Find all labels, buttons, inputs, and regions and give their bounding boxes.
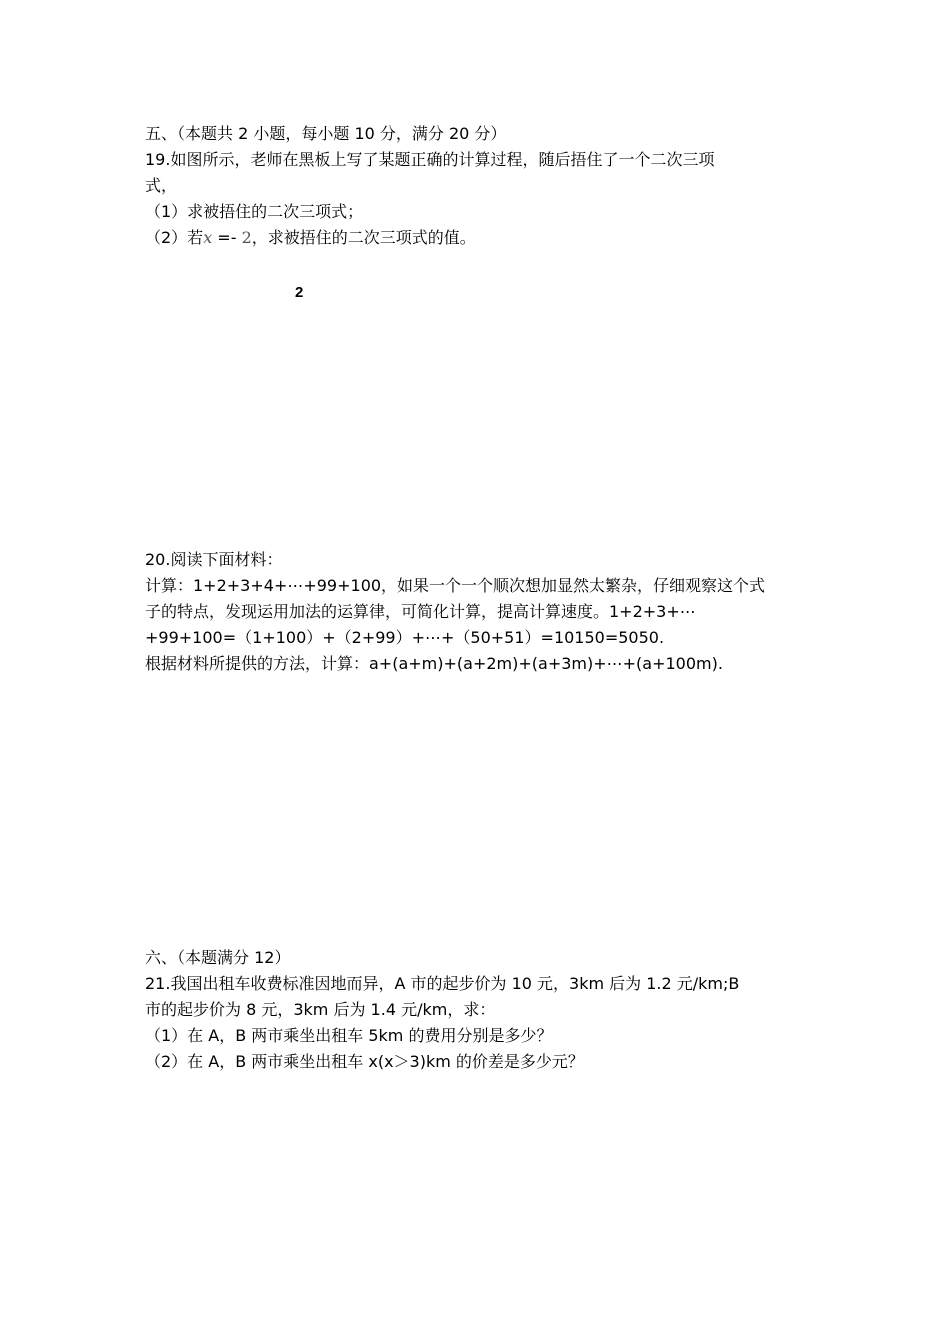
- math-value: 2: [241, 228, 252, 247]
- question-19-part-2: [145, 226, 825, 250]
- question-20-text-line-5: 根据材料所提供的方法，计算：a+(a+m)+(a+2m)+(a+3m)+⋯+(a+100m).: [145, 654, 723, 673]
- question-20-text-line-2: 计算：1+2+3+4+⋯+99+100，如果一个一个顺次想加显然太繁杂，仔细观察这个式: [145, 576, 766, 595]
- question-19-text-line-2: 式，: [145, 176, 178, 195]
- question-21-text-line-1: 21.我国出租车收费标准因地而异，A 市的起步价为 10 元，3km 后为 1.2 元/km;B: [145, 974, 740, 993]
- section-5-heading: 五、（本题共 2 小题，每小题 10 分，满分 20 分）: [145, 124, 507, 143]
- question-19-part-2-suffix: ，求被捂住的二次三项式的值。: [251, 228, 476, 247]
- question-19-part-1: （1）求被捂住的二次三项式；: [145, 202, 364, 221]
- question-21-text-line-2: 市的起步价为 8 元，3km 后为 1.4 元/km，求：: [145, 1000, 496, 1019]
- question-19-text-line-1: 19.如图所示，老师在黑板上写了某题正确的计算过程，随后捂住了一个二次三项: [145, 150, 715, 169]
- question-21-part-2: （2）在 A，B 两市乘坐出租车 x(x＞3)km 的价差是多少元？: [145, 1052, 584, 1071]
- math-variable-x: x: [203, 228, 213, 247]
- question-20-text-line-3: 子的特点，发现运用加法的运算律，可简化计算，提高计算速度。1+2+3+⋯: [145, 602, 696, 621]
- question-19-part-2-prefix: （2）若: [145, 228, 204, 247]
- question-20-text-line-4: +99+100=（1+100）+（2+99）+⋯+（50+51）=10150=5050.: [145, 628, 665, 647]
- figure-label: 2: [295, 284, 304, 301]
- question-20-title: 20.阅读下面材料：: [145, 550, 283, 569]
- section-6-heading: 六、（本题满分 12）: [145, 948, 291, 967]
- math-operator: =-: [212, 228, 242, 247]
- question-21-part-1: （1）在 A，B 两市乘坐出租车 5km 的费用分别是多少？: [145, 1026, 553, 1045]
